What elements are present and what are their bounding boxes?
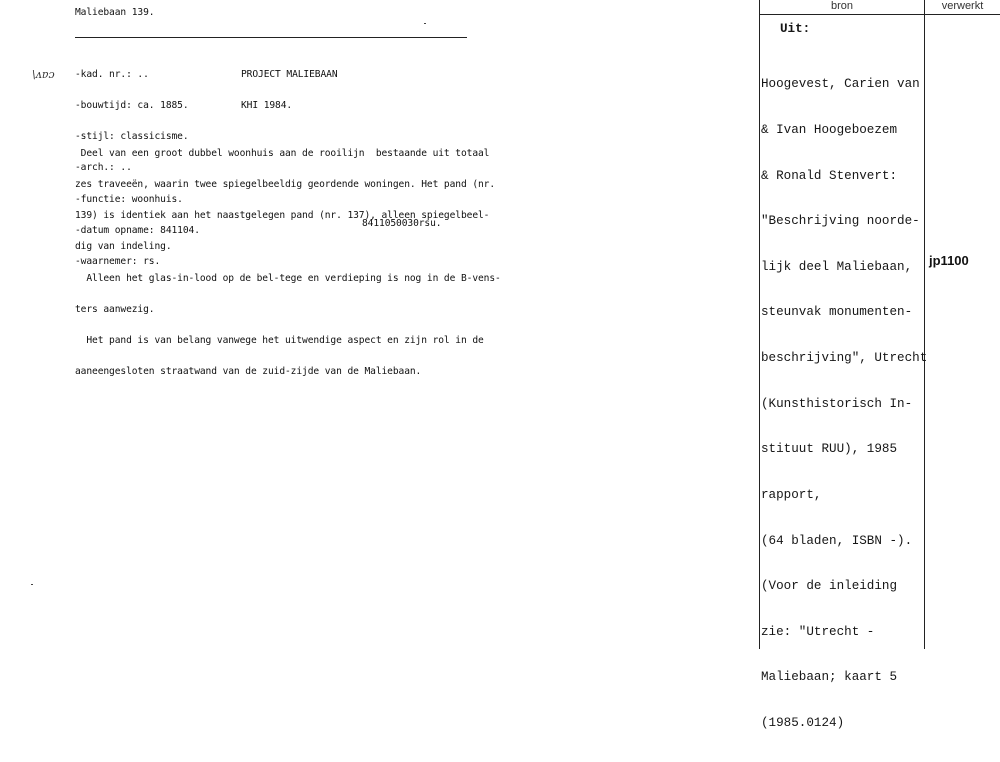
paragraph-line: aaneengesloten straatwand van de zuid-zijde van de Maliebaan. — [75, 366, 422, 378]
citation-line: (Voor de inleiding — [761, 579, 898, 594]
paragraph-line: Alleen het glas-in-lood op de bel-tege en verdieping is nog in de B-vens- — [75, 272, 501, 284]
description-paragraph — [75, 128, 501, 399]
field-stijl: -stijl: classicisme. — [75, 131, 189, 143]
paragraph-line: zes traveeën, waarin twee spiegelbeeldig geordende woningen. Het pand (nr. — [75, 179, 496, 191]
source-citation — [761, 47, 927, 762]
paragraph-line: 139) is identiek aan het naastgelegen pand (nr. 137), alleen spiegelbeel- — [75, 210, 490, 222]
paragraph-line: Het pand is van belang vanwege het uitwendige aspect en zijn rol in de — [75, 335, 484, 347]
citation-line: (1985.0124) — [761, 715, 845, 730]
citation-line: beschrijving", Utrecht — [761, 351, 928, 366]
project-block — [241, 49, 338, 132]
speck — [31, 584, 33, 585]
paragraph-line: Deel van een groot dubbel woonhuis aan de rooilijn bestaande uit totaal — [75, 147, 490, 159]
panel-header-rule — [759, 14, 1000, 15]
project-name: PROJECT MALIEBAAN — [241, 68, 338, 80]
speck — [424, 23, 426, 24]
column-header-verwerkt: verwerkt — [941, 0, 984, 12]
paragraph-line: ters aanwezig. — [75, 303, 155, 315]
citation-line: rapport, — [761, 487, 822, 502]
project-org-year: KHI 1984. — [241, 100, 293, 112]
reference-code: 8411050030rsu. — [362, 218, 442, 229]
field-kad-nr: -kad. nr.: .. — [75, 68, 149, 80]
field-functie: -functie: woonhuis. — [75, 193, 183, 205]
handwritten-margin-note: \ᴧɐɔ — [32, 68, 55, 81]
citation-line: & Ronald Stenvert: — [761, 168, 898, 183]
citation-line: (64 bladen, ISBN -). — [761, 533, 913, 548]
verwerkt-code: jp1100 — [929, 253, 969, 268]
citation-line: lijk deel Maliebaan, — [761, 259, 913, 274]
field-waarnemer: -waarnemer: rs. — [75, 256, 161, 268]
panel-divider-left — [759, 0, 760, 649]
citation-line: "Beschrijving noorde- — [761, 214, 920, 229]
citation-line: zie: "Utrecht - — [761, 624, 875, 639]
header-rule — [75, 37, 467, 38]
field-arch: -arch.: .. — [75, 162, 132, 174]
field-datum-opname: -datum opname: 841104. — [75, 224, 200, 236]
document-title: Maliebaan 139. — [75, 7, 155, 18]
citation-line: (Kunsthistorisch In- — [761, 396, 913, 411]
citation-line: Maliebaan; kaart 5 — [761, 670, 898, 685]
citation-line: stituut RUU), 1985 — [761, 442, 898, 457]
field-bouwtijd: -bouwtijd: ca. 1885. — [75, 100, 189, 112]
citation-line: & Ivan Hoogeboezem — [761, 123, 898, 138]
citation-line: steunvak monumenten- — [761, 305, 913, 320]
citation-line: Hoogevest, Carien van — [761, 77, 920, 92]
uit-label: Uit: — [780, 22, 811, 36]
column-header-bron: bron — [830, 0, 854, 12]
paragraph-line: dig van indeling. — [75, 241, 172, 253]
